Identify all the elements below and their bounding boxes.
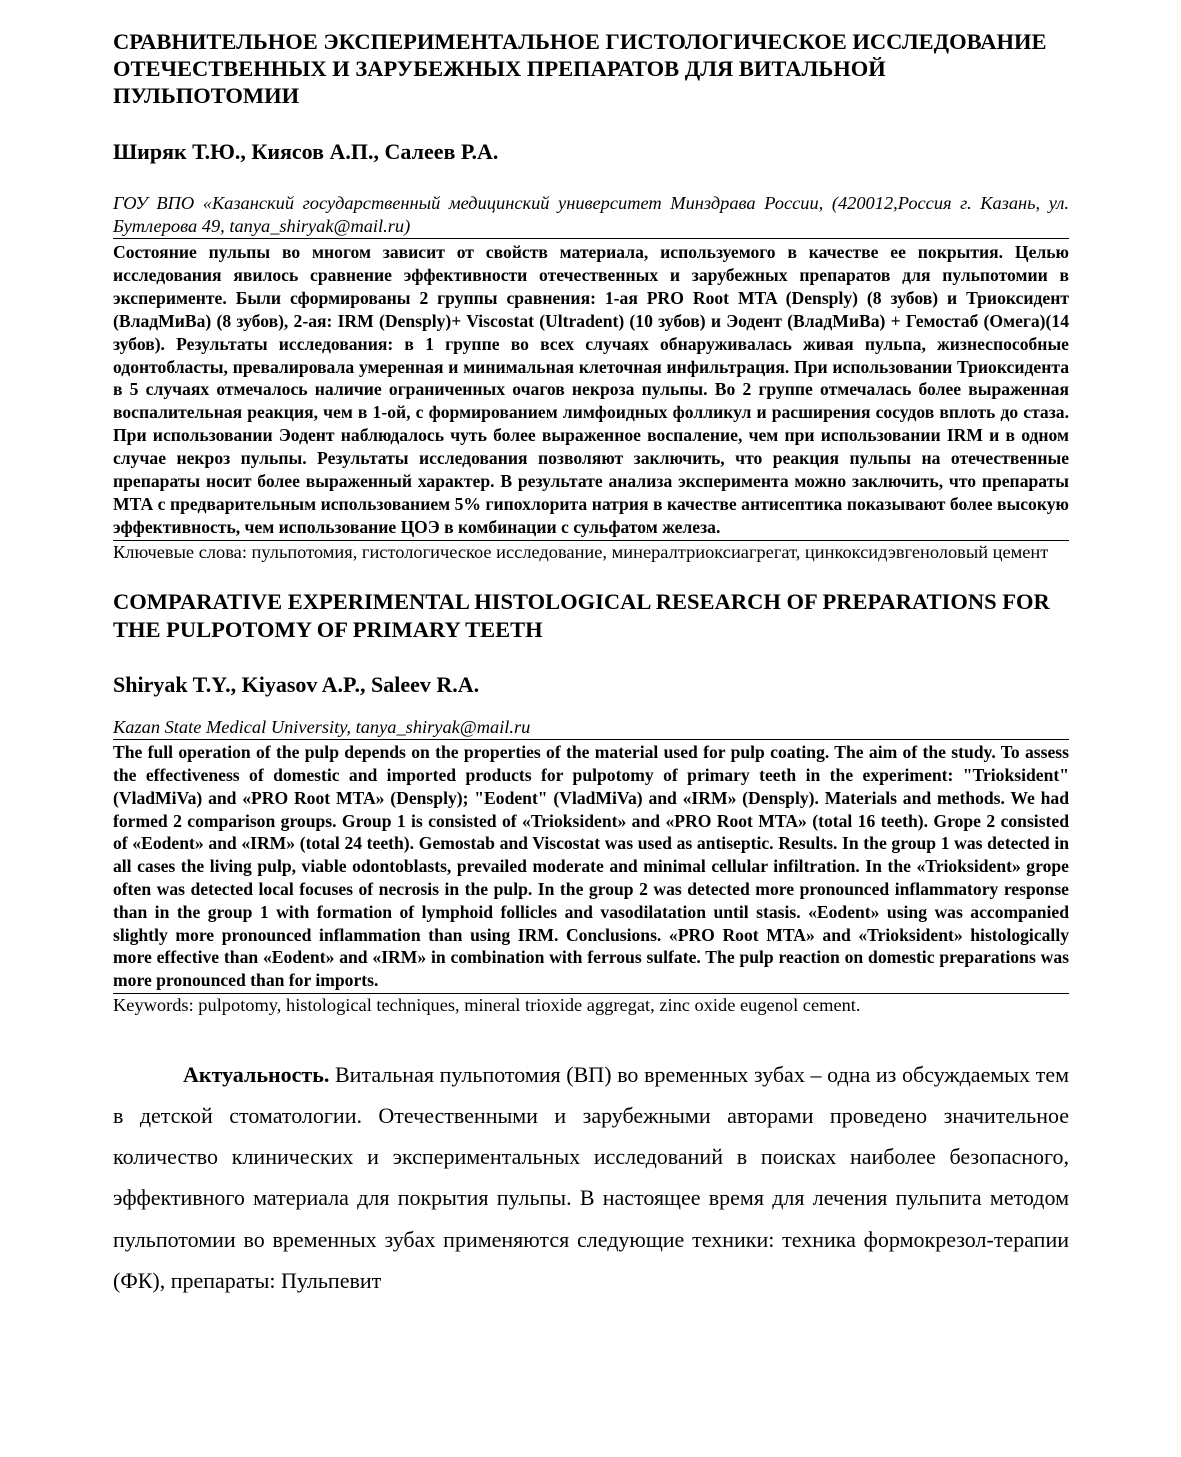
article-title-en: COMPARATIVE EXPERIMENTAL HISTOLOGICAL RESEARCH OF PREPARATIONS FOR THE PULPOTOMY OF PRIMARY TEETH [113, 589, 1050, 643]
keywords-en: Keywords: pulpotomy, histological techniques, mineral trioxide aggregat, zinc oxide eugenol cement. [113, 995, 861, 1016]
section-heading-relevance: Актуальность. [183, 1061, 330, 1087]
affiliation-en: Kazan State Medical University, tanya_shiryak@mail.ru [113, 716, 1069, 740]
article-page [113, 28, 1069, 1301]
abstract-en: The full operation of the pulp depends on the properties of the material used for pulp coating. The aim of the study. To assess the effectiveness of domestic and imported products for pulpotomy of primary teeth in the experiment: "Trioksident" (VladMiVa) and «PRO Root MTA» (Densply); "Eodent" (VladMiVa) and «IRM» (Densply). Materials and methods. We had formed 2 comparison groups. Group 1 is consisted of «Trioksident» and «PRO Root MTA» (total 16 teeth). Grope 2 consisted of «Eodent» and «IRM» (total 24 teeth). Gemostab and Viscostat was used as antiseptic. Results. In the group 1 was detected in all cases the living pulp, viable odontoblasts, prevailed moderate and minimal cellular infiltration. In the «Trioksident» grope often was detected local focuses of necrosis in the pulp. In the group 2 was detected more pronounced inflammatory response than in the group 1 with formation of lymphoid follicles and vasodilatation until stasis. «Eodent» using was accompanied slightly more pronounced inflammation than using IRM. Conclusions. «PRO Root MTA» and «Trioksident» histologically more effective than «Eodent» and «IRM» in combination with ferrous sulfate. The pulp reaction on domestic preparations was more pronounced than for imports. [113, 741, 1069, 994]
keywords-ru: Ключевые слова: пульпотомия, гистологическое исследование, минералтриоксиагрегат, цинкоксидэвгеноловый цемент [113, 541, 1049, 562]
abstract-ru: Состояние пульпы во многом зависит от свойств материала, используемого в качестве ее покрытия. Целью исследования явилось сравнение эффективности отечественных и зарубежных препаратов для пульпотомии в эксперименте. Были сформированы 2 группы сравнения: 1-ая PRO Root MTA (Densply) (8 зубов) и Триоксидент (ВладМиВа) (8 зубов), 2-ая: IRM (Densply)+ Viscostat (Ultradent) (10 зубов) и Эодент (ВладМиВа) + Гемостаб (Омега)(14 зубов). Результаты исследования: в 1 группе во всех случаях обнаруживалась живая пульпа, жизнеспособные одонтобласты, превалировала умеренная и минимальная клеточная инфильтрация. При использовании Триоксидента в 5 случаях отмечалось наличие ограниченных очагов некроза пульпы. Во 2 группе отмечалась более выраженная воспалительная реакция, чем в 1-ой, с формированием лимфоидных фолликул и расширения сосудов вплоть до стаза. При использовании Эодент наблюдалось чуть более выраженное воспаление, чем при использовании IRM и в одном случае некроз пульпы. Результаты исследования позволяют заключить, что реакция пульпы на отечественные препараты носит более выраженный характер. В результате анализа эксперимента можно заключить, что препараты МТА с предварительным использованием 5% гипохлорита натрия в качестве антисептика показывают более высокую эффективность, чем использование ЦОЭ в комбинации с сульфатом железа. [113, 241, 1069, 541]
body-paragraph [113, 1054, 1069, 1302]
body-paragraph-text: Витальная пульпотомия (ВП) во временных зубах – одна из обсуждаемых тем в детской стоматологии. Отечественными и зарубежными авторами проведено значительное количество клинических и экспериментальных исследований в поисках наиболее безопасного, эффективного материала для покрытия пульпы. В настоящее время для лечения пульпита методом пульпотомии во временных зубах применяются следующие техники: техника формокрезол-терапии (ФК), препараты: Пульпевит [113, 1061, 1069, 1294]
authors-en: Shiryak T.Y., Kiyasov A.P., Saleev R.A. [113, 672, 480, 698]
authors-ru: Ширяк Т.Ю., Киясов А.П., Салеев Р.А. [113, 139, 499, 164]
article-title-ru: СРАВНИТЕЛЬНОЕ ЭКСПЕРИМЕНТАЛЬНОЕ ГИСТОЛОГИЧЕСКОЕ ИССЛЕДОВАНИЕ ОТЕЧЕСТВЕННЫХ И ЗАРУБЕЖНЫХ ПРЕПАРАТОВ ДЛЯ ВИТАЛЬНОЙ ПУЛЬПОТОМИИ [113, 29, 1047, 108]
affiliation-ru: ГОУ ВПО «Казанский государственный медицинский университет Минздрава России, (420012,Россия г. Казань, ул. Бутлерова 49, tanya_shiryak@mail.ru) [113, 192, 1069, 239]
